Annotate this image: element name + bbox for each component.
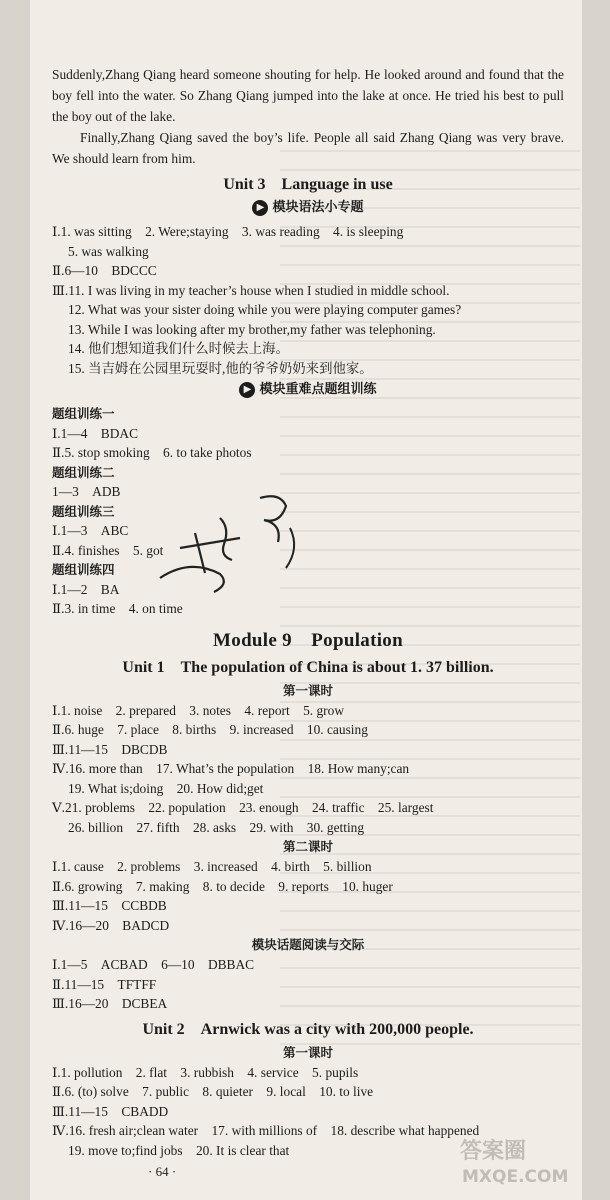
answer-line: Ⅲ.11—15 CBADD	[52, 1103, 169, 1119]
page-number: · 64 ·	[148, 1164, 177, 1179]
handwriting-scribble	[140, 488, 330, 598]
answer-line: Ⅲ.16—20 DCBEA	[52, 996, 168, 1011]
answer-line: Ⅱ.6. (to) solve 7. public 8. quieter 9. local 10. to live	[52, 1084, 374, 1099]
answer-line: Ⅰ.1. noise 2. prepared 3. notes 4. report 5. grow	[52, 702, 345, 718]
answer-line: 26. billion 27. fifth 28. asks 29. with 30. getting	[68, 819, 365, 835]
group-name: 题组训练一	[52, 406, 115, 421]
answer-line: Ⅱ.5. stop smoking 6. to take photos	[52, 445, 252, 460]
answer-line: 1—3 ADB	[52, 484, 121, 499]
answer-line: 12. What was your sister doing while you were playing computer games?	[68, 302, 462, 317]
arrow-badge-icon: ▶	[239, 382, 255, 398]
answer-line: Ⅳ.16. fresh air;clean water 17. with millions of 18. describe what happened	[52, 1123, 480, 1138]
story-paragraph: Finally,Zhang Qiang saved the boy’s life. People all said Zhang Qiang was very brave. We should learn from him.	[52, 130, 564, 166]
unit1-title: Unit 1 The population of China is about 1. 37 billion.	[122, 658, 494, 676]
watermark-logo	[454, 1130, 574, 1190]
answer-line: Ⅱ.4. finishes 5. got	[52, 542, 164, 558]
answer-line: Ⅲ.11. I was living in my teacher’s house when I studied in middle school.	[52, 282, 450, 298]
unit2-title: Unit 2 Arnwick was a city with 200,000 people.	[142, 1020, 474, 1038]
answer-line: 14. 他们想知道我们什么时候去上海。	[68, 341, 289, 356]
answer-line: 19. What is;doing 20. How did;get	[68, 780, 264, 796]
answer-line: Ⅲ.11—15 CCBDB	[52, 898, 167, 913]
answer-line: Ⅰ.1—5 ACBAD 6—10 DBBAC	[52, 957, 255, 972]
module-title: Module 9 Population	[213, 629, 403, 651]
answer-content	[52, 64, 564, 1180]
lesson-heading: 第一课时	[282, 1044, 333, 1060]
group-name: 题组训练二	[52, 464, 115, 480]
lesson-heading: 第二课时	[282, 839, 333, 854]
answer-line: Ⅴ.21. problems 22. population 23. enough 24. traffic 25. largest	[52, 800, 434, 815]
answer-line: 19. move to;find jobs 20. It is clear that	[68, 1142, 290, 1158]
answer-line: Ⅳ.16. more than 17. What’s the population 18. How many;can	[52, 761, 410, 776]
answer-line: Ⅳ.16—20 BADCD	[52, 917, 170, 933]
story-paragraph: Suddenly,Zhang Qiang heard someone shouting for help. He looked around and found that the boy fell into the water. So Zhang Qiang jumped into the lake at once. He tried his best to pull the boy out of the lake.	[52, 67, 564, 124]
answer-line: Ⅰ.1. pollution 2. flat 3. rubbish 4. service 5. pupils	[52, 1064, 359, 1080]
svg-text:答案圈: 答案圈	[460, 1139, 527, 1164]
answer-line: 5. was walking	[68, 243, 149, 259]
group-name: 题组训练三	[52, 503, 115, 519]
grammar-heading: ▶ 模块语法小专题	[52, 198, 564, 218]
unit3-title: Unit 3 Language in use	[223, 176, 393, 193]
answer-line: Ⅱ.3. in time 4. on time	[52, 601, 183, 616]
answer-line: Ⅱ.11—15 TFTFF	[52, 976, 157, 992]
answer-line: Ⅰ.1. cause 2. problems 3. increased 4. birth 5. billion	[52, 859, 372, 874]
answer-line: Ⅰ.1—4 BDAC	[52, 425, 139, 441]
arrow-badge-icon: ▶	[252, 200, 268, 216]
answer-line: 13. While I was looking after my brother,my father was telephoning.	[68, 321, 436, 337]
answer-line: Ⅱ.6—10 BDCCC	[52, 263, 157, 278]
reading-heading: 模块话题阅读与交际	[251, 937, 365, 952]
answer-line: Ⅰ.1. was sitting 2. Were;staying 3. was reading 4. is sleeping	[52, 224, 404, 239]
page	[30, 0, 582, 1200]
group-name: 题组训练四	[52, 562, 115, 577]
answer-line: Ⅲ.11—15 DBCDB	[52, 741, 168, 757]
answer-line: Ⅱ.6. growing 7. making 8. to decide 9. reports 10. huger	[52, 878, 393, 894]
svg-text:MXQE.COM: MXQE.COM	[462, 1167, 569, 1187]
lesson-heading: 第一课时	[282, 682, 333, 698]
answer-line: Ⅰ.1—2 BA	[52, 581, 120, 597]
answer-line: 15. 当吉姆在公园里玩耍时,他的爷爷奶奶来到他家。	[68, 360, 373, 376]
answer-line: Ⅰ.1—3 ABC	[52, 523, 129, 538]
answer-line: Ⅱ.6. huge 7. place 8. births 9. increased 10. causing	[52, 722, 368, 737]
difficult-heading: ▶ 模块重难点题组训练	[52, 380, 564, 400]
